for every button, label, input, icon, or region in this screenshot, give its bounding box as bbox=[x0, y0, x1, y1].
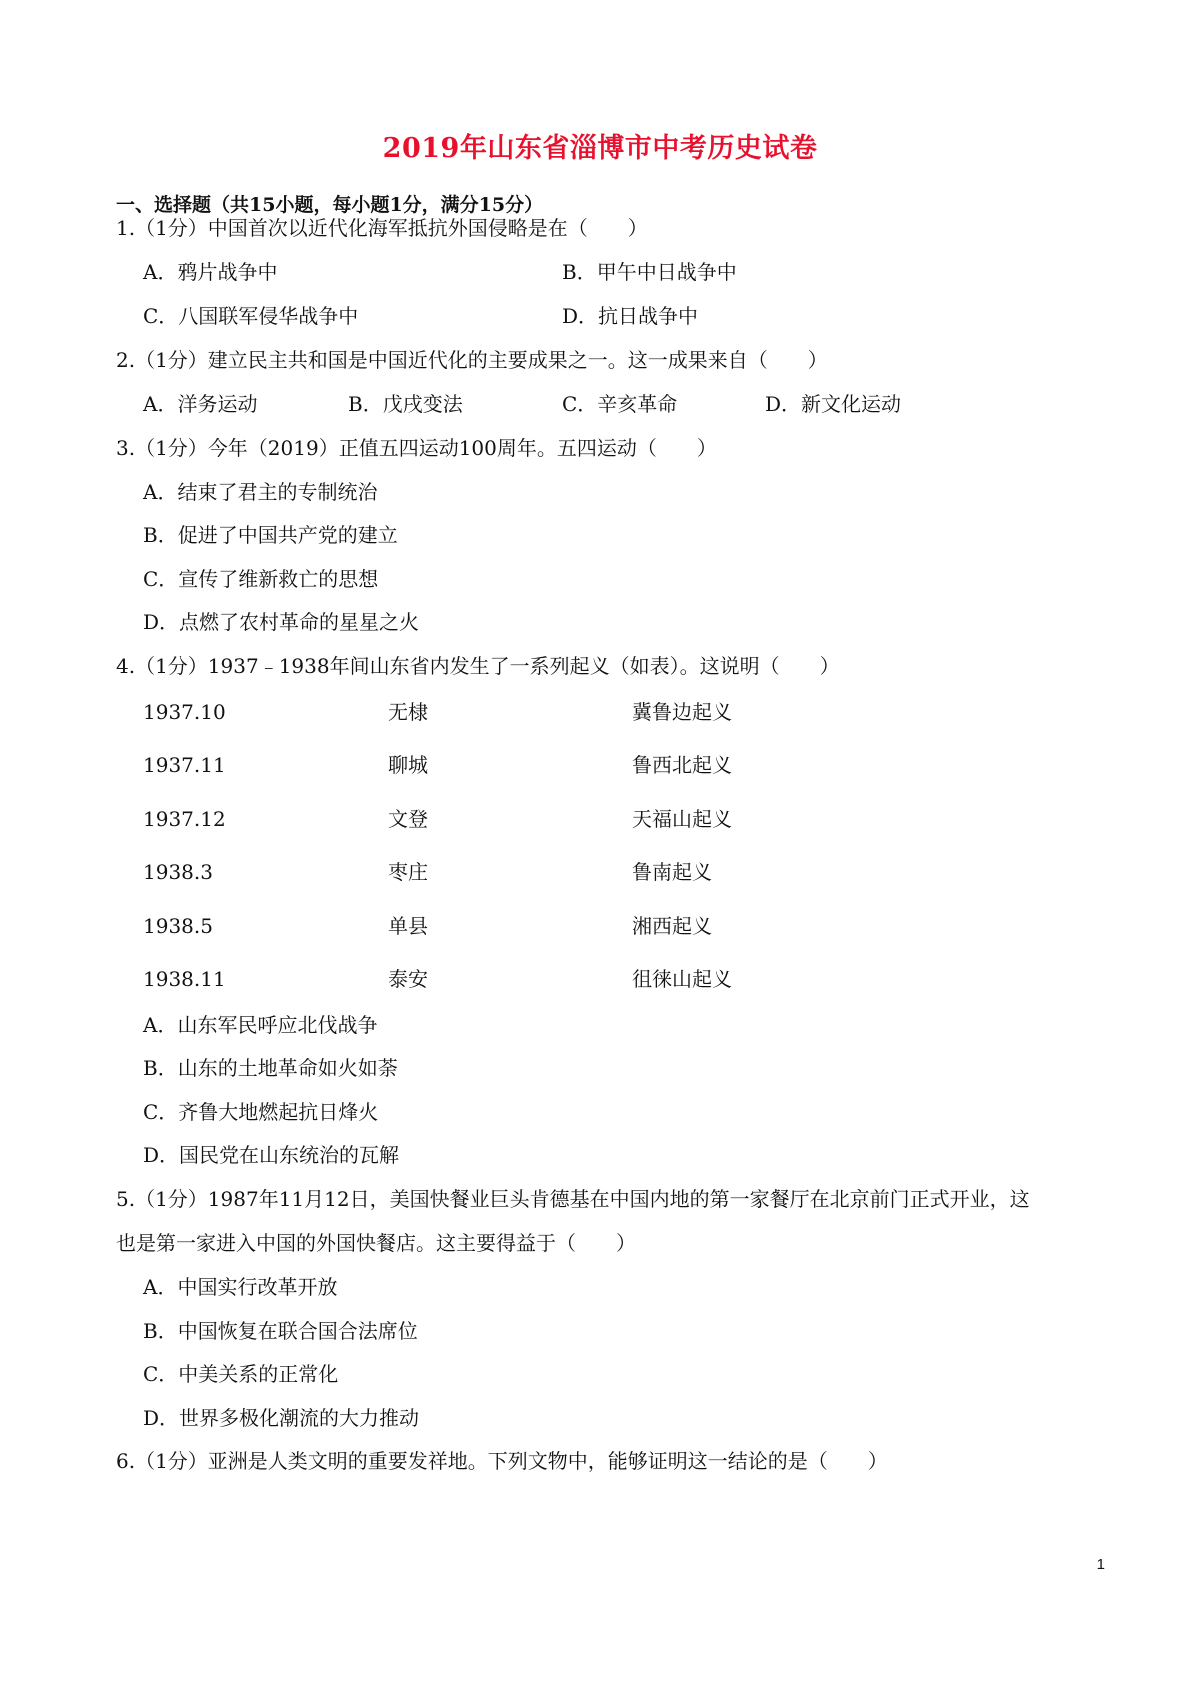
table-cell-event: 天福山起义 bbox=[632, 807, 732, 831]
table-cell-event: 徂徕山起义 bbox=[632, 967, 732, 991]
question-5-stem: 5.（1分）1987年11月12日，美国快餐业巨头肯德基在中国内地的第一家餐厅在北京前门正式开业，这 bbox=[116, 1187, 1030, 1211]
question-3-option-c: C．宣传了维新救亡的思想 bbox=[143, 567, 379, 591]
table-cell-place: 泰安 bbox=[388, 967, 428, 991]
question-2-stem: 2.（1分）建立民主共和国是中国近代化的主要成果之一。这一成果来自（ ） bbox=[116, 348, 828, 372]
question-6-stem: 6.（1分）亚洲是人类文明的重要发祥地。下列文物中，能够证明这一结论的是（ ） bbox=[116, 1449, 888, 1473]
question-2-option-b: B．戊戌变法 bbox=[348, 392, 463, 416]
question-5-option-d: D．世界多极化潮流的大力推动 bbox=[143, 1406, 420, 1430]
page-number: 1 bbox=[1096, 1556, 1105, 1573]
question-4-option-d: D．国民党在山东统治的瓦解 bbox=[143, 1143, 400, 1167]
question-2-option-d: D．新文化运动 bbox=[765, 392, 902, 416]
question-1-option-c: C．八国联军侵华战争中 bbox=[143, 304, 359, 328]
table-cell-place: 文登 bbox=[388, 807, 428, 831]
question-1-option-a: A．鸦片战争中 bbox=[143, 260, 278, 284]
question-3-option-b: B．促进了中国共产党的建立 bbox=[143, 523, 398, 547]
table-cell-event: 鲁南起义 bbox=[632, 860, 712, 884]
question-1-option-d: D．抗日战争中 bbox=[562, 304, 699, 328]
question-1-option-b: B．甲午中日战争中 bbox=[562, 260, 737, 284]
table-cell-place: 枣庄 bbox=[388, 860, 428, 884]
question-5-stem-continued: 也是第一家进入中国的外国快餐店。这主要得益于（ ） bbox=[116, 1231, 636, 1255]
table-cell-date: 1938.3 bbox=[143, 860, 213, 884]
table-cell-date: 1938.11 bbox=[143, 967, 226, 991]
table-cell-event: 冀鲁边起义 bbox=[632, 700, 732, 724]
question-3-option-d: D．点燃了农村革命的星星之火 bbox=[143, 610, 420, 634]
page-title: 2019年山东省淄博市中考历史试卷 bbox=[382, 133, 818, 164]
table-cell-date: 1938.5 bbox=[143, 914, 213, 938]
table-cell-place: 聊城 bbox=[388, 753, 428, 777]
section-heading: 一、选择题（共15小题，每小题1分，满分15分） bbox=[116, 194, 544, 216]
question-4-option-b: B．山东的土地革命如火如荼 bbox=[143, 1056, 398, 1080]
question-4-stem: 4.（1分）1937﹣1938年间山东省内发生了一系列起义（如表）。这说明（ ） bbox=[116, 654, 840, 678]
table-cell-place: 单县 bbox=[388, 914, 428, 938]
question-5-option-b: B．中国恢复在联合国合法席位 bbox=[143, 1319, 418, 1343]
table-cell-date: 1937.10 bbox=[143, 700, 226, 724]
question-3-stem: 3.（1分）今年（2019）正值五四运动100周年。五四运动（ ） bbox=[116, 436, 717, 460]
question-2-option-c: C．辛亥革命 bbox=[562, 392, 678, 416]
question-5-option-c: C．中美关系的正常化 bbox=[143, 1362, 339, 1386]
table-cell-date: 1937.12 bbox=[143, 807, 226, 831]
question-3-option-a: A．结束了君主的专制统治 bbox=[143, 480, 378, 504]
table-cell-event: 鲁西北起义 bbox=[632, 753, 732, 777]
question-4-option-c: C．齐鲁大地燃起抗日烽火 bbox=[143, 1100, 379, 1124]
question-2-option-a: A．洋务运动 bbox=[143, 392, 258, 416]
question-1-stem: 1.（1分）中国首次以近代化海军抵抗外国侵略是在（ ） bbox=[116, 216, 648, 240]
question-5-option-a: A．中国实行改革开放 bbox=[143, 1275, 338, 1299]
table-cell-event: 湘西起义 bbox=[632, 914, 712, 938]
question-4-option-a: A．山东军民呼应北伐战争 bbox=[143, 1013, 378, 1037]
table-cell-place: 无棣 bbox=[388, 700, 428, 724]
table-cell-date: 1937.11 bbox=[143, 753, 226, 777]
